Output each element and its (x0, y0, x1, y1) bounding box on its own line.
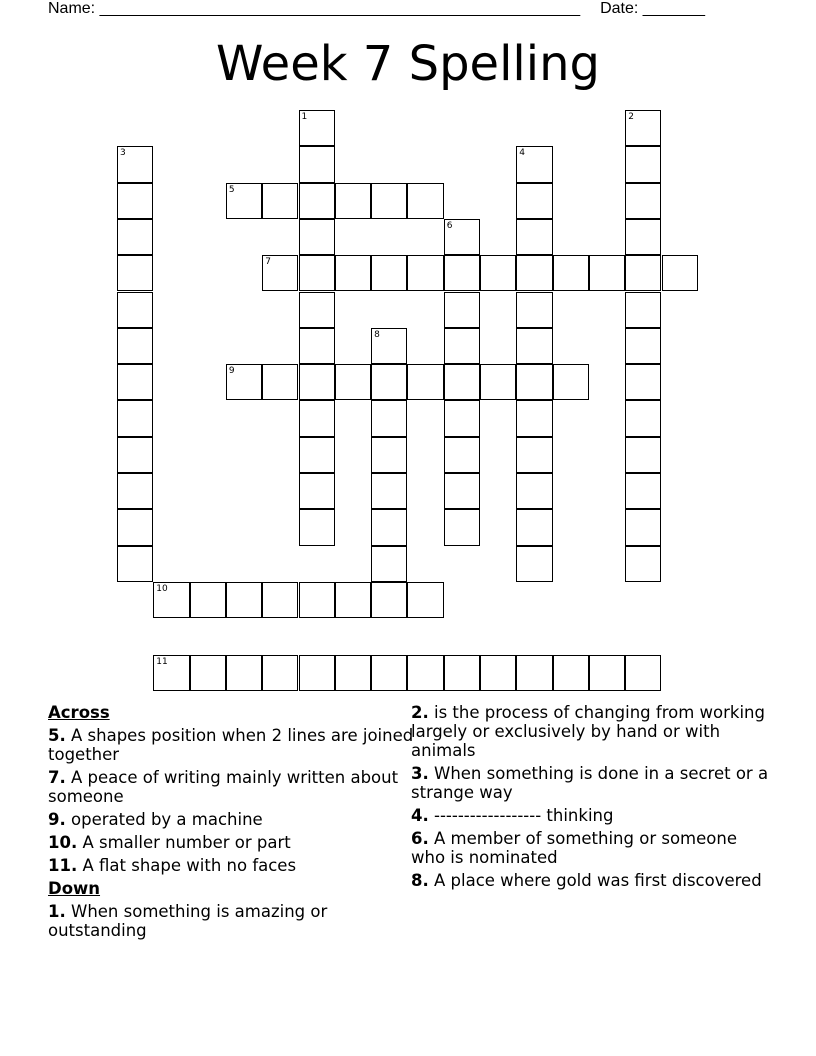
grid-cell[interactable] (516, 509, 552, 545)
grid-cell[interactable] (444, 219, 480, 255)
grid-cell[interactable] (153, 655, 189, 691)
clue-text: A shapes position when 2 lines are joined together (48, 726, 414, 764)
clue-text: is the process of changing from working largely or exclusively by hand or with animals (411, 703, 765, 760)
clue-text: A smaller number or part (82, 833, 291, 852)
down-clue-8 (411, 871, 771, 890)
grid-cell[interactable] (444, 473, 480, 509)
clue-number-label: 7 (265, 257, 271, 268)
grid-cell[interactable] (371, 328, 407, 364)
grid-cell[interactable] (117, 219, 153, 255)
grid-cell[interactable] (407, 364, 443, 400)
clue-text: operated by a machine (71, 810, 263, 829)
grid-cell[interactable] (407, 255, 443, 291)
clue-number: 6. (411, 829, 429, 848)
grid-cell[interactable] (371, 582, 407, 618)
grid-cell[interactable] (407, 582, 443, 618)
grid-cell[interactable] (625, 183, 661, 219)
grid-cell[interactable] (299, 110, 335, 146)
grid-cell[interactable] (153, 582, 189, 618)
grid-cell[interactable] (625, 655, 661, 691)
grid-cell[interactable] (117, 400, 153, 436)
grid-cell[interactable] (625, 110, 661, 146)
grid-cell[interactable] (625, 292, 661, 328)
grid-cell[interactable] (625, 328, 661, 364)
grid-cell[interactable] (516, 655, 552, 691)
page-title: Week 7 Spelling (216, 36, 600, 92)
across-clue-10 (48, 833, 418, 852)
clue-number: 10. (48, 833, 78, 852)
grid-cell[interactable] (444, 400, 480, 436)
grid-cell[interactable] (444, 655, 480, 691)
grid-cell[interactable] (371, 400, 407, 436)
clue-text: When something is done in a secret or a strange way (411, 764, 769, 802)
grid-cell[interactable] (335, 183, 371, 219)
grid-cell[interactable] (625, 219, 661, 255)
grid-cell[interactable] (625, 364, 661, 400)
grid-cell[interactable] (371, 437, 407, 473)
grid-cell[interactable] (444, 364, 480, 400)
clue-number: 11. (48, 856, 78, 875)
clue-number: 4. (411, 806, 429, 825)
grid-cell[interactable] (117, 509, 153, 545)
clue-number-label: 3 (120, 148, 126, 159)
grid-cell[interactable] (371, 473, 407, 509)
grid-cell[interactable] (299, 437, 335, 473)
grid-cell[interactable] (407, 183, 443, 219)
grid-cell[interactable] (117, 183, 153, 219)
grid-cell[interactable] (262, 582, 298, 618)
clue-text: ------------------ thinking (434, 806, 614, 825)
grid-cell[interactable] (117, 546, 153, 582)
grid-cell[interactable] (335, 364, 371, 400)
grid-cell[interactable] (299, 255, 335, 291)
grid-cell[interactable] (516, 292, 552, 328)
grid-cell[interactable] (625, 400, 661, 436)
clue-number-label: 6 (446, 220, 453, 231)
grid-cell[interactable] (371, 655, 407, 691)
across-clue-9 (48, 810, 418, 829)
grid-cell[interactable] (117, 255, 153, 291)
grid-cell[interactable] (480, 255, 516, 291)
grid-cell[interactable] (117, 437, 153, 473)
grid-cell[interactable] (662, 255, 698, 291)
clue-number: 9. (48, 810, 66, 829)
grid-cell[interactable] (371, 183, 407, 219)
grid-cell[interactable] (444, 255, 480, 291)
down-clue-1 (48, 902, 418, 940)
grid-cell[interactable] (117, 473, 153, 509)
grid-cell[interactable] (553, 255, 589, 291)
grid-cell[interactable] (299, 219, 335, 255)
grid-cell[interactable] (262, 183, 298, 219)
grid-cell[interactable] (335, 582, 371, 618)
grid-cell[interactable] (516, 364, 552, 400)
clue-text: A flat shape with no faces (82, 856, 297, 875)
down-clue-6 (411, 829, 771, 867)
grid-cell[interactable] (299, 582, 335, 618)
grid-cell[interactable] (516, 146, 552, 182)
grid-cell[interactable] (516, 219, 552, 255)
clue-number: 2. (411, 703, 429, 722)
grid-cell[interactable] (299, 400, 335, 436)
grid-cell[interactable] (516, 183, 552, 219)
grid-cell[interactable] (117, 292, 153, 328)
grid-cell[interactable] (553, 364, 589, 400)
grid-cell[interactable] (117, 146, 153, 182)
clue-number: 5. (48, 726, 66, 745)
grid-cell[interactable] (226, 582, 262, 618)
grid-cell[interactable] (625, 473, 661, 509)
grid-cell[interactable] (117, 328, 153, 364)
grid-cell[interactable] (299, 183, 335, 219)
grid-cell[interactable] (371, 364, 407, 400)
down-clue-2 (411, 703, 771, 760)
name-field[interactable]: Name: ______________________________________________________ (48, 0, 581, 17)
clue-number: 3. (411, 764, 429, 783)
grid-cell[interactable] (262, 364, 298, 400)
clue-number-label: 11 (156, 656, 168, 667)
grid-cell[interactable] (190, 582, 226, 618)
grid-cell[interactable] (226, 655, 262, 691)
grid-cell[interactable] (444, 292, 480, 328)
clue-number-label: 4 (519, 148, 526, 159)
grid-cell[interactable] (371, 509, 407, 545)
grid-cell[interactable] (444, 437, 480, 473)
grid-cell[interactable] (553, 655, 589, 691)
grid-cell[interactable] (516, 437, 552, 473)
clue-number-label: 8 (374, 329, 380, 340)
clue-number-label: 2 (628, 112, 634, 122)
grid-cell[interactable] (444, 509, 480, 545)
grid-cell[interactable] (516, 473, 552, 509)
grid-cell[interactable] (516, 546, 552, 582)
across-clue-5 (48, 726, 418, 764)
clue-number-label: 5 (228, 184, 235, 195)
clues-column-right (411, 703, 771, 894)
clue-number: 8. (411, 871, 429, 890)
grid-cell[interactable] (299, 509, 335, 545)
grid-cell[interactable] (262, 255, 298, 291)
clue-number-label: 9 (228, 366, 235, 377)
grid-cell[interactable] (335, 655, 371, 691)
date-field[interactable]: Date: _______ (600, 0, 706, 17)
clue-text: A peace of writing mainly written about someone (48, 768, 399, 806)
clues-column-left (48, 703, 418, 944)
grid-cell[interactable] (299, 292, 335, 328)
grid-cell[interactable] (117, 364, 153, 400)
grid-cell[interactable] (299, 473, 335, 509)
grid-cell[interactable] (444, 328, 480, 364)
clue-text: A place where gold was first discovered (434, 871, 762, 890)
grid-cell[interactable] (480, 655, 516, 691)
grid-cell[interactable] (516, 255, 552, 291)
grid-cell[interactable] (625, 255, 661, 291)
grid-cell[interactable] (516, 400, 552, 436)
grid-cell[interactable] (589, 255, 625, 291)
grid-cell[interactable] (480, 364, 516, 400)
across-clue-11 (48, 856, 418, 875)
across-heading: Across (48, 703, 110, 722)
grid-cell[interactable] (371, 546, 407, 582)
grid-cell[interactable] (625, 509, 661, 545)
clue-number-label: 10 (156, 583, 168, 594)
grid-cell[interactable] (299, 364, 335, 400)
grid-cell[interactable] (516, 328, 552, 364)
grid-cell[interactable] (407, 655, 443, 691)
grid-cell[interactable] (226, 364, 262, 400)
clue-text: A member of something or someone who is nominated (411, 829, 737, 867)
clue-number: 1. (48, 902, 66, 921)
down-clue-3 (411, 764, 771, 802)
grid-cell[interactable] (335, 255, 371, 291)
grid-cell[interactable] (625, 146, 661, 182)
grid-cell[interactable] (625, 437, 661, 473)
across-clue-7 (48, 768, 418, 806)
grid-cell[interactable] (190, 655, 226, 691)
clue-text: When something is amazing or outstanding (48, 902, 328, 940)
grid-cell[interactable] (226, 183, 262, 219)
grid-cell[interactable] (371, 255, 407, 291)
clue-number: 7. (48, 768, 66, 787)
grid-cell[interactable] (299, 655, 335, 691)
grid-cell[interactable] (299, 328, 335, 364)
grid-cell[interactable] (299, 146, 335, 182)
grid-cell[interactable] (589, 655, 625, 691)
clue-number-label: 1 (301, 112, 308, 122)
grid-cell[interactable] (262, 655, 298, 691)
down-clue-4 (411, 806, 771, 825)
grid-cell[interactable] (625, 546, 661, 582)
down-heading: Down (48, 879, 101, 898)
